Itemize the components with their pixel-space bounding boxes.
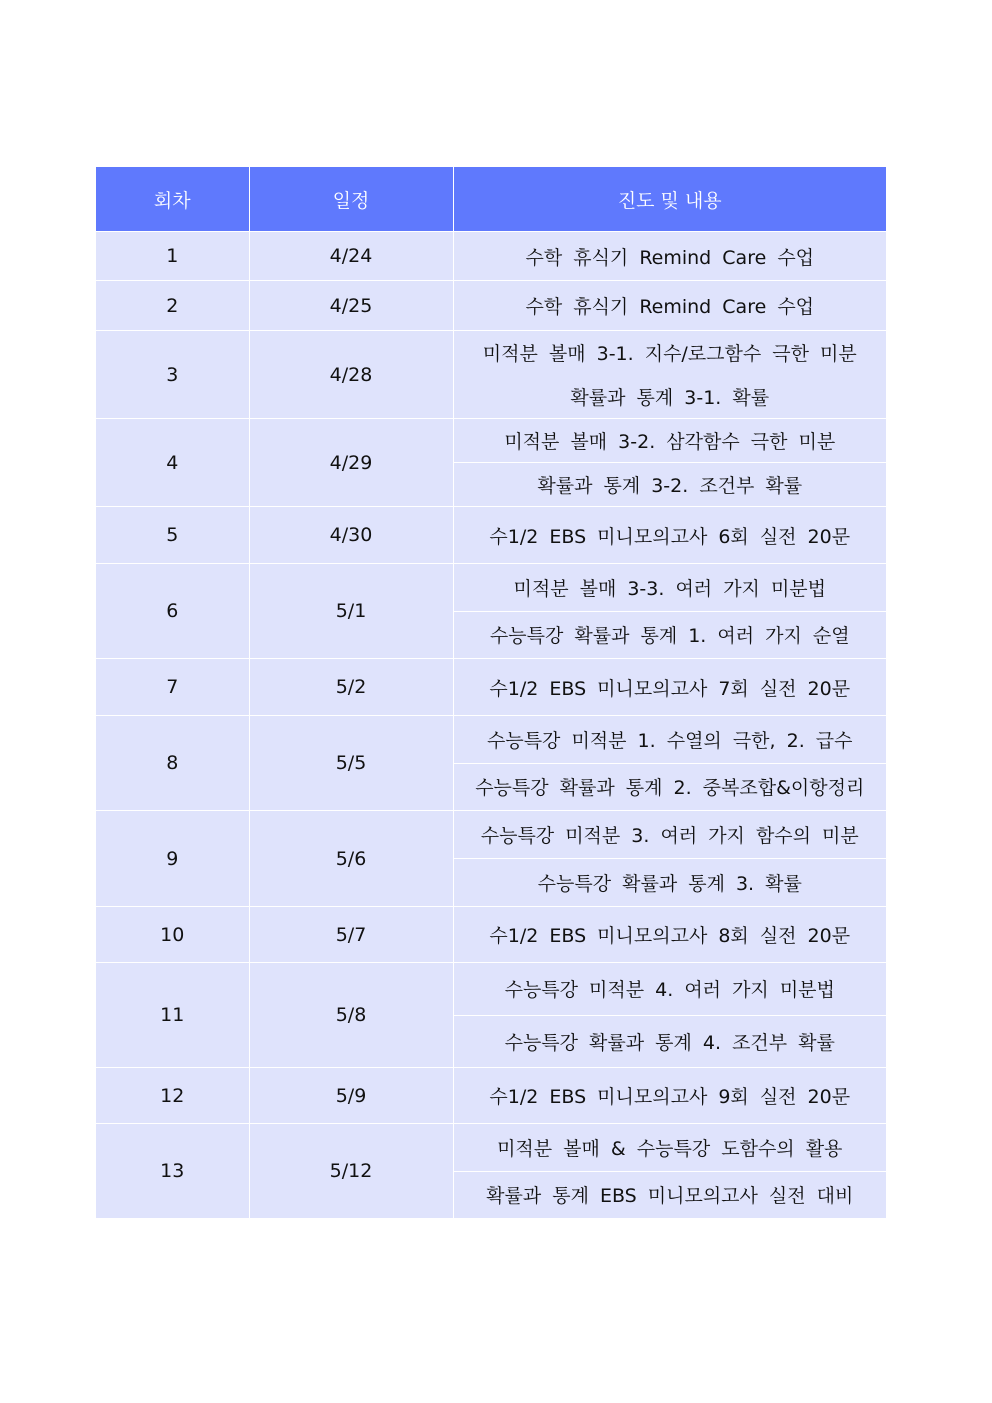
- date-cell: 5/6: [249, 811, 453, 907]
- content-cell: 수1/2 EBS 미니모의고사 7회 실전 20문: [453, 659, 886, 716]
- schedule-table: [96, 167, 886, 1218]
- content-line: 수능특강 미적분 3. 여러 가지 함수의 미분: [480, 825, 859, 847]
- header-content: 진도 및 내용: [453, 167, 886, 232]
- date-cell: 5/9: [249, 1068, 453, 1124]
- session-cell: 7: [96, 659, 249, 716]
- table-row: [96, 907, 886, 963]
- session-cell: 1: [96, 232, 249, 281]
- date-cell: 5/7: [249, 907, 453, 963]
- content-cell: [453, 331, 886, 419]
- table-row: [96, 419, 886, 507]
- table-row: [96, 963, 886, 1068]
- table-row: [96, 811, 886, 907]
- header-row: [96, 167, 886, 232]
- date-cell: 4/25: [249, 281, 453, 331]
- content-line: 수능특강 확률과 통계 4. 조건부 확률: [454, 1015, 887, 1068]
- table-row: [96, 232, 886, 281]
- content-line: 확률과 통계 3-1. 확률: [570, 386, 770, 409]
- date-cell: 4/24: [249, 232, 453, 281]
- session-cell: 11: [96, 963, 249, 1068]
- table-row: [96, 1068, 886, 1124]
- content-line: 미적분 볼매 & 수능특강 도함수의 활용: [497, 1137, 843, 1160]
- table-row: [96, 1124, 886, 1219]
- content-line: 수능특강 확률과 통계 3. 확률: [454, 858, 887, 906]
- content-cell: 수학 휴식기 Remind Care 수업: [453, 281, 886, 331]
- content-line: 수능특강 확률과 통계 1. 여러 가지 순열: [454, 611, 887, 659]
- date-cell: 5/5: [249, 716, 453, 811]
- session-cell: 13: [96, 1124, 249, 1219]
- content-cell: [453, 716, 886, 811]
- date-cell: 4/30: [249, 507, 453, 564]
- date-cell: 5/1: [249, 564, 453, 659]
- schedule-body: [96, 232, 886, 1219]
- content-cell: [453, 811, 886, 907]
- content-line: 수능특강 미적분 1. 수열의 극한, 2. 급수: [487, 729, 853, 752]
- session-cell: 12: [96, 1068, 249, 1124]
- date-cell: 4/28: [249, 331, 453, 419]
- content-line: 미적분 볼매 3-1. 지수/로그함수 극한 미분: [482, 343, 857, 366]
- table-row: [96, 281, 886, 331]
- table-row: [96, 716, 886, 811]
- date-cell: 4/29: [249, 419, 453, 507]
- date-cell: 5/12: [249, 1124, 453, 1219]
- content-cell: 수1/2 EBS 미니모의고사 8회 실전 20문: [453, 907, 886, 963]
- content-line: 수능특강 확률과 통계 2. 중복조합&이항정리: [454, 763, 887, 811]
- content-cell: 수1/2 EBS 미니모의고사 9회 실전 20문: [453, 1068, 886, 1124]
- table-row: [96, 564, 886, 659]
- session-cell: 8: [96, 716, 249, 811]
- header-session: 회차: [96, 167, 249, 232]
- table-row: [96, 659, 886, 716]
- session-cell: 4: [96, 419, 249, 507]
- header-date: 일정: [249, 167, 453, 232]
- table-row: [96, 507, 886, 564]
- content-cell: [453, 963, 886, 1068]
- date-cell: 5/2: [249, 659, 453, 716]
- content-cell: [453, 564, 886, 659]
- session-cell: 10: [96, 907, 249, 963]
- content-cell: 수학 휴식기 Remind Care 수업: [453, 232, 886, 281]
- session-cell: 9: [96, 811, 249, 907]
- table-row: [96, 331, 886, 419]
- content-cell: [453, 1124, 886, 1219]
- session-cell: 5: [96, 507, 249, 564]
- date-cell: 5/8: [249, 963, 453, 1068]
- session-cell: 3: [96, 331, 249, 419]
- content-cell: [453, 419, 886, 507]
- content-line: 미적분 볼매 3-2. 삼각함수 극한 미분: [504, 431, 836, 453]
- content-line: 미적분 볼매 3-3. 여러 가지 미분법: [513, 577, 827, 600]
- content-line: 확률과 통계 3-2. 조건부 확률: [454, 462, 887, 506]
- session-cell: 6: [96, 564, 249, 659]
- content-cell: 수1/2 EBS 미니모의고사 6회 실전 20문: [453, 507, 886, 564]
- session-cell: 2: [96, 281, 249, 331]
- content-line: 확률과 통계 EBS 미니모의고사 실전 대비: [454, 1171, 887, 1219]
- content-line: 수능특강 미적분 4. 여러 가지 미분법: [504, 979, 835, 1002]
